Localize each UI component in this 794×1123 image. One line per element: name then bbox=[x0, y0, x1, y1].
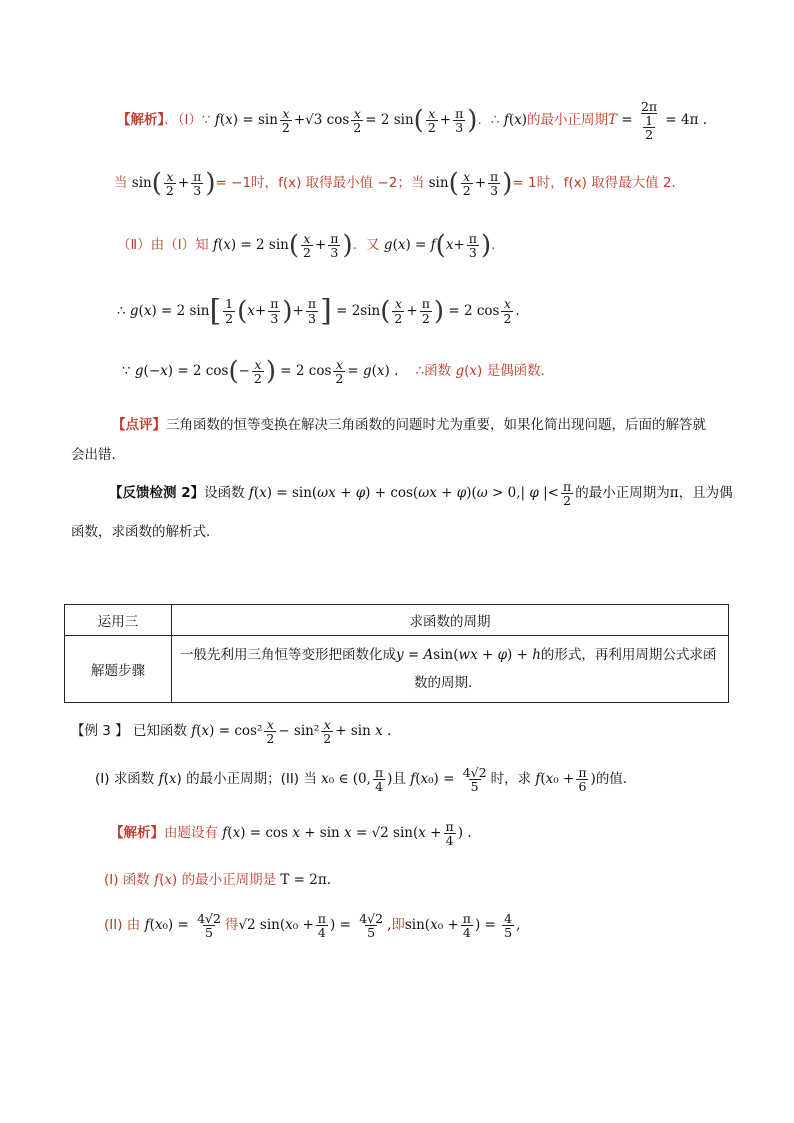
also-text: ．又 bbox=[352, 237, 380, 254]
comment-text: 三角函数的恒等变换在解决三角函数的问题时尤为重要，如果化简出现问题，后面的解答就 bbox=[166, 417, 706, 433]
formula-g-derivation: ∴ g(x) = 2 sin[ $\frac{1}{2}$ (x+ $\frac{\pi}{3}$ )+ $\frac{\pi}{3}$ ] = 2sin( $\frac{x}{2}$ + $\frac{\pi}{2}$ ) = 2 cos $\frac{x}{2}$ . bbox=[117, 293, 520, 328]
formula-feedback: f(x) = sin(ωx + φ) + cos(ωx + φ)(ω > 0,| φ |< $\frac{\pi}{2}$ bbox=[248, 479, 572, 509]
formula-sin-result: sin(x₀ + $\frac{\pi}{4}$ ) = $\frac{4}{5}$ , bbox=[404, 911, 521, 941]
analysis3-line3 bbox=[104, 912, 520, 939]
example3-line bbox=[71, 718, 391, 745]
formula-sin-min: sin( $\frac{x}{2}$ + $\frac{\pi}{3}$ ) bbox=[131, 168, 216, 199]
formula-period-result: T = 2π. bbox=[280, 872, 332, 888]
comment-tag: 【点评】 bbox=[112, 417, 166, 433]
analysis3-line2 bbox=[104, 868, 331, 888]
analysis1-line4 bbox=[117, 293, 520, 328]
analysis1-line2 bbox=[114, 170, 685, 197]
even-conclusion: ∴函数 g(x) 是偶函数． bbox=[415, 363, 555, 380]
feedback-period-text: 的最小正周期为 bbox=[575, 485, 670, 502]
formula-fx0-given: f(x₀) = $\frac{4√2}{5}$ bbox=[144, 911, 221, 941]
formula-g-even: ∵ g(−x) = 2 cos(− $\frac{x}{2}$ ) = 2 cos $\frac{x}{2}$ = g(x) . bbox=[122, 356, 399, 387]
analysis3-part1: (I) 函数 f(x) 的最小正周期是 bbox=[104, 872, 277, 888]
period-text: 的最小正周期 bbox=[527, 112, 609, 129]
min-value-text: f(x) 取得最小值 −2；当 bbox=[278, 175, 425, 192]
pi-symbol: π bbox=[669, 485, 679, 502]
question-text: (I) 求函数 f(x) 的最小正周期；(II) 当 bbox=[95, 771, 317, 788]
formula-target: f(x₀ + $\frac{\pi}{6}$ ) bbox=[535, 765, 596, 795]
max-value-text: f(x) 取得最大值 2． bbox=[563, 175, 686, 192]
formula-analysis3: f(x) = cos x + sin x = √2 sin(x + $\frac{\pi}{4}$ ) . bbox=[222, 819, 472, 849]
feedback-line1 bbox=[109, 480, 733, 507]
comment-line2 bbox=[71, 443, 125, 463]
get-text: 得 bbox=[224, 917, 239, 934]
method-header-row bbox=[65, 605, 729, 636]
example3-text: 已知函数 bbox=[132, 723, 187, 740]
feedback-tag: 【反馈检测 2】 bbox=[109, 485, 205, 502]
method-text-c: 数的周期. bbox=[414, 675, 473, 691]
analysis3-text: 由题设有 bbox=[164, 825, 218, 842]
formula-sin-max: sin( $\frac{x}{2}$ + $\frac{\pi}{3}$ ) bbox=[428, 168, 513, 199]
method-steps-row bbox=[65, 636, 729, 703]
formula-f-simplified: f(x) = 2 sin( $\frac{x}{2}$ + $\frac{\pi}{3}$ ) bbox=[212, 230, 353, 261]
analysis-tag: 【解析】 bbox=[117, 112, 165, 129]
part1-label: ．（Ⅰ）∵ bbox=[164, 112, 211, 129]
eq-1: = 1时， bbox=[512, 175, 564, 192]
method-col2-header: 求函数的周期 bbox=[172, 605, 729, 636]
namely-text: 即 bbox=[391, 917, 405, 934]
method-row-content bbox=[172, 636, 729, 703]
question-when: 时，求 bbox=[490, 771, 532, 788]
formula-period: = $\frac{2\pi}{\frac{1}{2}}$ = 4π bbox=[621, 99, 699, 143]
analysis1-line1: 【解析】．（Ⅰ）∵ f(x) = sin $\frac{x}{2}$ +√3 cos $\frac{x}{2}$ = 2 sin( $\frac{x}{2}$ + $\frac{\pi}{3}$ )．∴ f(x)的最小正周期T = $\frac{2\pi}{\frac{1}{2}}$ = 4π . bbox=[117, 99, 708, 143]
analysis1-line5 bbox=[122, 358, 554, 385]
method-formula: y = Asin(wx + φ) + h bbox=[396, 647, 541, 663]
method-col1-header: 运用三 bbox=[65, 605, 172, 636]
analysis3-line1 bbox=[110, 820, 472, 847]
analysis1-line3: （Ⅱ）由（Ⅰ）知 f(x) = 2 sin( $\frac{x}{2}$ + $\frac{\pi}{3}$ )．又 g(x) = f(x+ $\frac{\pi}{3}$ )． bbox=[117, 230, 505, 261]
comment-text-2: 会出错． bbox=[71, 447, 125, 463]
formula-condition: x₀ ∈ (0, $\frac{\pi}{4}$ ) bbox=[321, 765, 393, 795]
feedback-text-2: 函数，求函数的解析式. bbox=[71, 524, 211, 540]
formula-sin-x0: √2 sin(x₀ + $\frac{\pi}{4}$ ) = $\frac{4√2}{5}$ , bbox=[238, 911, 392, 941]
example3-tag: 【例 3 】 bbox=[71, 723, 129, 740]
formula-example3: f(x) = cos² $\frac{x}{2}$ − sin² $\frac{x}{2}$ + sin x . bbox=[191, 717, 392, 747]
formula-fx0: f(x₀) = $\frac{4√2}{5}$ bbox=[410, 765, 487, 795]
formula-g-def: g(x) = f(x+ $\frac{\pi}{3}$ ) bbox=[383, 230, 492, 261]
example3-questions: (I) 求函数 f(x) 的最小正周期；(II) 当 x₀ ∈ (0, $\frac{\pi}{4}$ )且 f(x₀) = $\frac{4√2}{5}$ 时，求 f(x₀ + $\frac{\pi}{6}$ )的值. bbox=[95, 765, 628, 795]
comment-line1 bbox=[112, 413, 706, 433]
eq-minus1: = −1时， bbox=[215, 175, 279, 192]
method-text-a: 一般先利用三角恒等变形把函数化成 bbox=[180, 647, 396, 663]
analysis3-tag: 【解析】 bbox=[110, 825, 164, 842]
feedback-even-text: ，且为偶 bbox=[678, 485, 733, 502]
formula-f-expansion: f(x) = sin $\frac{x}{2}$ +√3 cos $\frac{x}{2}$ = 2 sin( $\frac{x}{2}$ + $\frac{\pi}{3}$ ) bbox=[214, 105, 478, 136]
method-text-b: 的形式，再利用周期公式求函 bbox=[540, 647, 717, 663]
question-end: 的值. bbox=[595, 771, 628, 788]
feedback-text: 设函数 bbox=[204, 485, 245, 502]
formula-f: f(x) bbox=[503, 112, 528, 129]
part2-label: （Ⅱ）由（Ⅰ）知 bbox=[117, 237, 209, 254]
method-table bbox=[64, 604, 729, 703]
therefore-mark: ．∴ bbox=[477, 112, 500, 129]
method-row-label: 解题步骤 bbox=[65, 636, 172, 703]
feedback-line2 bbox=[71, 520, 210, 540]
when-text: 当 bbox=[114, 175, 128, 192]
analysis3-part2-label: (II) 由 bbox=[104, 917, 141, 934]
